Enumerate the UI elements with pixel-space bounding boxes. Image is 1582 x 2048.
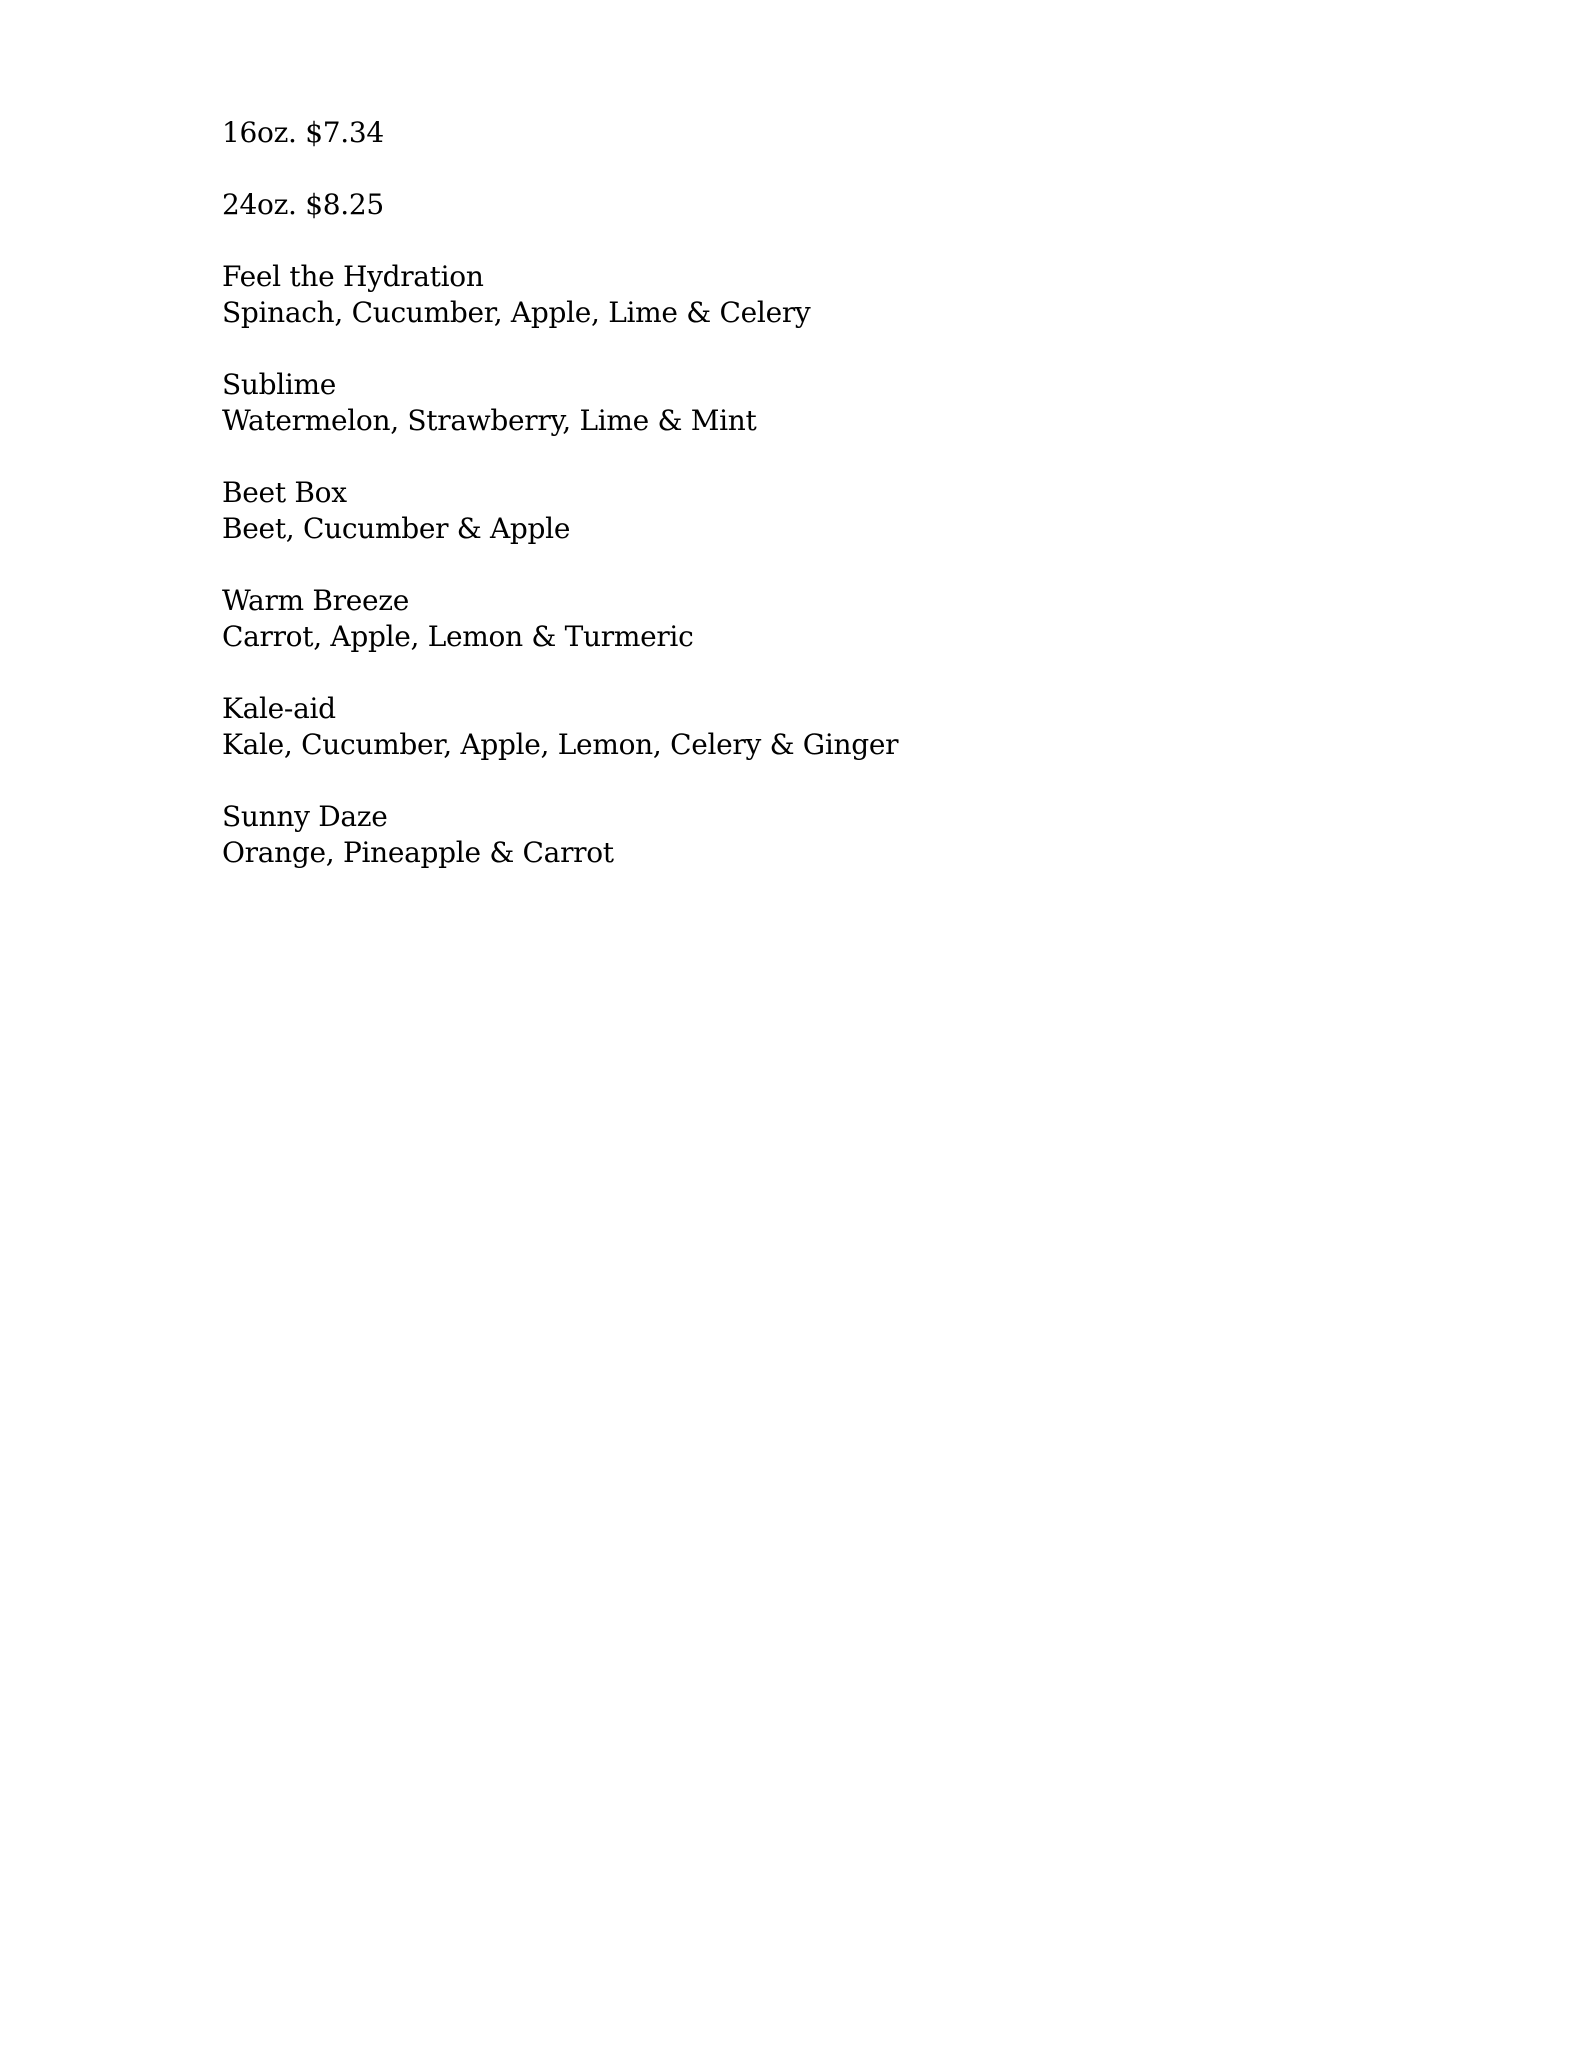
price-16oz: 16oz. $7.34 xyxy=(222,116,384,149)
menu-item-name: Warm Breeze xyxy=(222,584,409,617)
menu-content xyxy=(222,115,1322,907)
menu-item-name: Beet Box xyxy=(222,476,347,509)
menu-item-name: Sublime xyxy=(222,368,337,401)
menu-item xyxy=(222,367,1322,439)
price-24oz: 24oz. $8.25 xyxy=(222,188,384,221)
menu-item-ingredients: Carrot, Apple, Lemon & Turmeric xyxy=(222,620,694,653)
menu-item-name: Feel the Hydration xyxy=(222,260,484,293)
menu-item-ingredients: Kale, Cucumber, Apple, Lemon, Celery & Ginger xyxy=(222,728,899,761)
menu-item-ingredients: Orange, Pineapple & Carrot xyxy=(222,836,614,869)
menu-item-ingredients: Beet, Cucumber & Apple xyxy=(222,512,571,545)
menu-item xyxy=(222,583,1322,655)
menu-item-name: Sunny Daze xyxy=(222,800,388,833)
size-price-list xyxy=(222,115,1322,223)
menu-item xyxy=(222,259,1322,331)
menu-item-name: Kale-aid xyxy=(222,692,336,725)
menu-item xyxy=(222,799,1322,871)
menu-item xyxy=(222,691,1322,763)
menu-item-ingredients: Spinach, Cucumber, Apple, Lime & Celery xyxy=(222,296,811,329)
menu-item xyxy=(222,475,1322,547)
menu-item-ingredients: Watermelon, Strawberry, Lime & Mint xyxy=(222,404,757,437)
